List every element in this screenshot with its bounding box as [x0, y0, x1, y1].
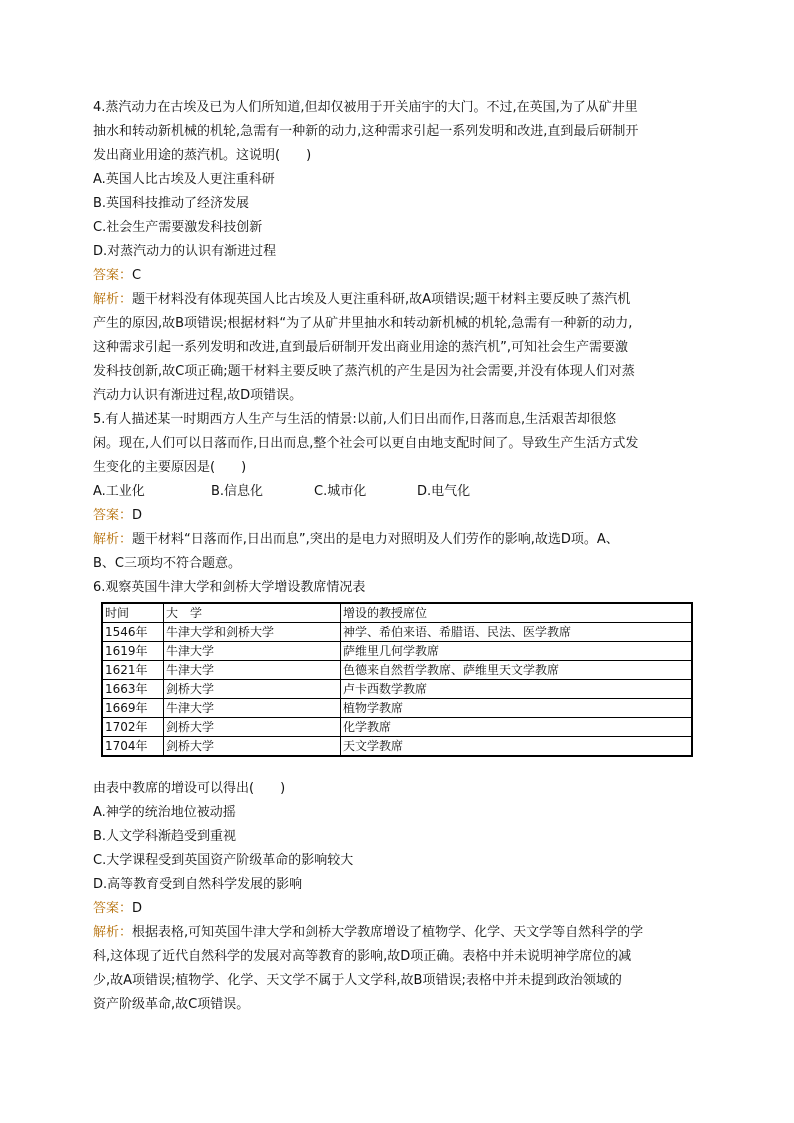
question-5-answer — [93, 504, 703, 528]
table-row — [102, 737, 692, 757]
table-cell: 牛津大学 — [164, 661, 341, 680]
answer-value: C — [132, 268, 142, 283]
table-cell: 天文学教席 — [341, 737, 693, 757]
question-5-option-c: C.城市化 — [314, 484, 367, 499]
analysis-label: 解析： — [93, 532, 133, 547]
table-cell: 卢卡西数学教席 — [341, 680, 693, 699]
question-4-stem-line: 4.蒸汽动力在古埃及已为人们所知道,但却仅被用于开关庙宇的大门。不过,在英国,为了从矿井里 — [93, 100, 638, 115]
table-cell: 色德来自然哲学教席、萨维里天文学教席 — [341, 661, 693, 680]
table-cell: 牛津大学 — [164, 699, 341, 718]
table-cell: 剑桥大学 — [164, 718, 341, 737]
question-4-stem-line: 发出商业用途的蒸汽机。这说明( ) — [93, 148, 312, 163]
answer-label: 答案： — [93, 268, 133, 283]
question-6-analysis-line: 科,这体现了近代自然科学的发展对高等教育的影响,故D项正确。表格中并未说明神学席位的减 — [93, 949, 632, 964]
question-6-option-c: C.大学课程受到英国资产阶级革命的影响较大 — [93, 853, 354, 868]
table-header-row — [102, 603, 692, 623]
table-row — [102, 680, 692, 699]
table-cell: 剑桥大学 — [164, 680, 341, 699]
question-4-option-d: D.对蒸汽动力的认识有渐进过程 — [93, 244, 277, 259]
question-4-analysis-line: 发科技创新,故C项正确;题干材料主要反映了蒸汽机的产生是因为社会需要,并没有体现人们对蒸 — [93, 364, 635, 379]
table-cell: 神学、希伯来语、希腊语、民法、医学教席 — [341, 623, 693, 642]
table-cell: 1619年 — [102, 642, 164, 661]
answer-value: D — [132, 508, 143, 523]
answer-label: 答案： — [93, 901, 133, 916]
table-header-cell: 增设的教授席位 — [341, 603, 693, 623]
professorship-table — [101, 602, 693, 757]
answer-label: 答案： — [93, 508, 133, 523]
table-cell: 萨维里几何学教席 — [341, 642, 693, 661]
table-cell: 1546年 — [102, 623, 164, 642]
table-cell: 剑桥大学 — [164, 737, 341, 757]
table-cell: 化学教席 — [341, 718, 693, 737]
analysis-text: 题干材料没有体现英国人比古埃及人更注重科研,故A项错误;题干材料主要反映了蒸汽机 — [132, 292, 631, 307]
question-5-analysis-line — [93, 528, 703, 552]
question-5-stem-line: 闲。现在,人们可以日落而作,日出而息,整个社会可以更自由地支配时间了。导致生产生活方式发 — [93, 436, 639, 451]
question-6-question: 由表中教席的增设可以得出( ) — [93, 781, 286, 796]
question-6-option-a: A.神学的统治地位被动摇 — [93, 805, 236, 820]
question-4-stem-line: 抽水和转动新机械的机轮,急需有一种新的动力,这种需求引起一系列发明和改进,直到最后研制开 — [93, 124, 639, 139]
table-row — [102, 623, 692, 642]
question-4 — [93, 96, 703, 408]
question-4-analysis-line — [93, 288, 703, 312]
question-5-option-b: B.信息化 — [211, 484, 264, 499]
question-6-option-d: D.高等教育受到自然科学发展的影响 — [93, 877, 303, 892]
table-cell: 植物学教席 — [341, 699, 693, 718]
question-5-analysis-line: B、C三项均不符合题意。 — [93, 556, 241, 571]
question-6-analysis-line: 资产阶级革命,故C项错误。 — [93, 997, 250, 1012]
question-4-option-a: A.英国人比古埃及人更注重科研 — [93, 172, 275, 187]
question-5-options — [93, 480, 703, 504]
table-header-cell: 大 学 — [164, 603, 341, 623]
table-cell: 牛津大学 — [164, 642, 341, 661]
table-row — [102, 699, 692, 718]
question-6-stem-line: 6.观察英国牛津大学和剑桥大学增设教席情况表 — [93, 580, 366, 595]
question-4-analysis-line: 产生的原因,故B项错误;根据材料“为了从矿井里抽水和转动新机械的机轮,急需有一种新的动力, — [93, 316, 633, 331]
question-5-stem-line: 生变化的主要原因是( ) — [93, 460, 247, 475]
analysis-text: 根据表格,可知英国牛津大学和剑桥大学教席增设了植物学、化学、天文学等自然科学的学 — [132, 925, 644, 940]
question-6-answer — [93, 897, 703, 921]
question-6-analysis-line — [93, 921, 703, 945]
table-cell: 1663年 — [102, 680, 164, 699]
analysis-label: 解析： — [93, 925, 133, 940]
document-page — [93, 96, 703, 1017]
question-6 — [93, 576, 703, 1017]
table-row — [102, 642, 692, 661]
table-header-cell: 时间 — [102, 603, 164, 623]
question-6-analysis-line: 少,故A项错误;植物学、化学、天文学不属于人文学科,故B项错误;表格中并未提到政治领域的 — [93, 973, 622, 988]
table-row — [102, 661, 692, 680]
table-cell: 1621年 — [102, 661, 164, 680]
question-4-answer — [93, 264, 703, 288]
question-5-stem-line: 5.有人描述某一时期西方人生产与生活的情景:以前,人们日出而作,日落而息,生活艰苦却很悠 — [93, 412, 617, 427]
question-4-analysis-line: 汽动力认识有渐进过程,故D项错误。 — [93, 388, 303, 403]
table-cell: 1704年 — [102, 737, 164, 757]
answer-value: D — [132, 901, 143, 916]
question-5 — [93, 408, 703, 576]
analysis-label: 解析： — [93, 292, 133, 307]
table-cell: 1669年 — [102, 699, 164, 718]
table-cell: 1702年 — [102, 718, 164, 737]
question-4-analysis-line: 这种需求引起一系列发明和改进,直到最后研制开发出商业用途的蒸汽机”,可知社会生产需要激 — [93, 340, 629, 355]
question-4-option-c: C.社会生产需要激发科技创新 — [93, 220, 263, 235]
analysis-text: 题干材料“日落而作,日出而息”,突出的是电力对照明及人们劳作的影响,故选D项。A、 — [132, 532, 619, 547]
question-4-option-b: B.英国科技推动了经济发展 — [93, 196, 250, 211]
question-5-option-a: A.工业化 — [93, 484, 145, 499]
table-cell: 牛津大学和剑桥大学 — [164, 623, 341, 642]
table-row — [102, 718, 692, 737]
question-5-option-d: D.电气化 — [417, 484, 471, 499]
question-6-option-b: B.人文学科渐趋受到重视 — [93, 829, 237, 844]
